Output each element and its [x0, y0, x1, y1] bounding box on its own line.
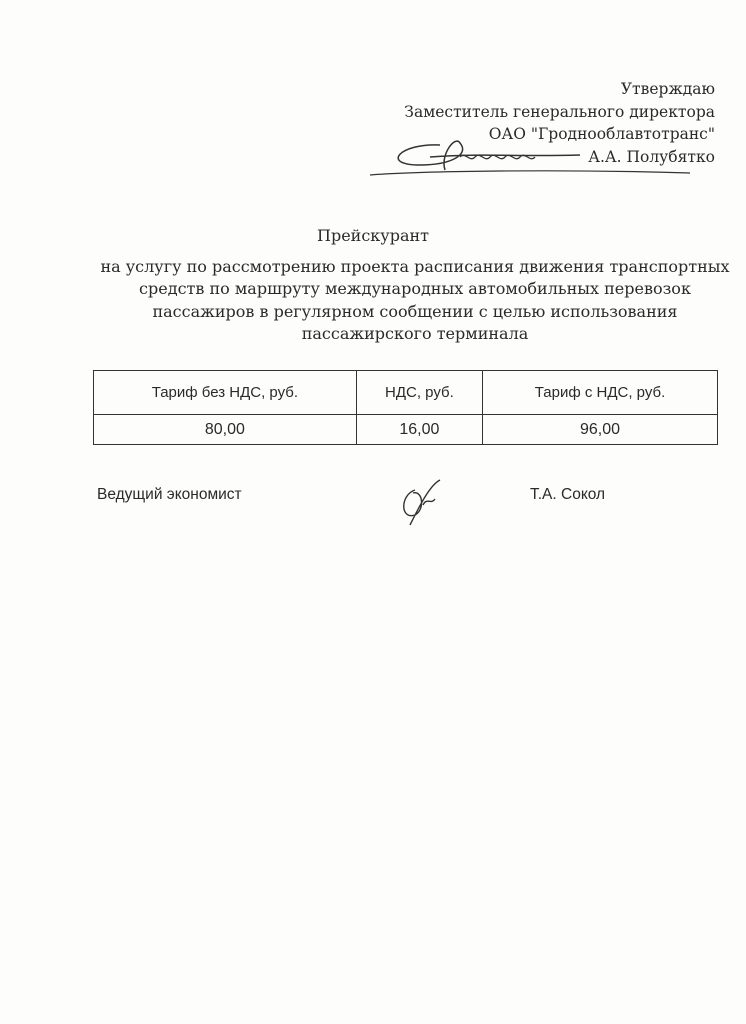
table-row: [94, 415, 718, 445]
header-tariff-with-vat: Тариф с НДС, руб.: [483, 371, 718, 415]
header-tariff-without-vat: Тариф без НДС, руб.: [94, 371, 357, 415]
approver-position: Заместитель генерального директора: [404, 102, 715, 121]
header-vat: НДС, руб.: [356, 371, 482, 415]
table-header-row: [94, 371, 718, 415]
approver-name: А.А. Полубятко: [588, 147, 715, 166]
cell-tariff-with-vat: 96,00: [483, 415, 718, 445]
cell-tariff-without-vat: 80,00: [94, 415, 357, 445]
approve-label: Утверждаю: [620, 80, 715, 98]
price-table: [93, 370, 718, 445]
approver-signature: [360, 135, 700, 185]
document-title: Прейскурант: [317, 226, 429, 245]
economist-name: Т.А. Сокол: [530, 486, 606, 503]
economist-signature: [395, 475, 445, 530]
economist-position: Ведущий экономист: [97, 486, 242, 503]
organization-name: ОАО "Гроднооблавтотранс": [488, 125, 715, 143]
cell-vat: 16,00: [356, 415, 482, 445]
document-description: на услугу по рассмотрению проекта расписания движения транспортных средств по маршруту международных автомобильных перевозок пассажиров в регулярном сообщении с целью использования пассажирского терминала: [100, 257, 730, 343]
